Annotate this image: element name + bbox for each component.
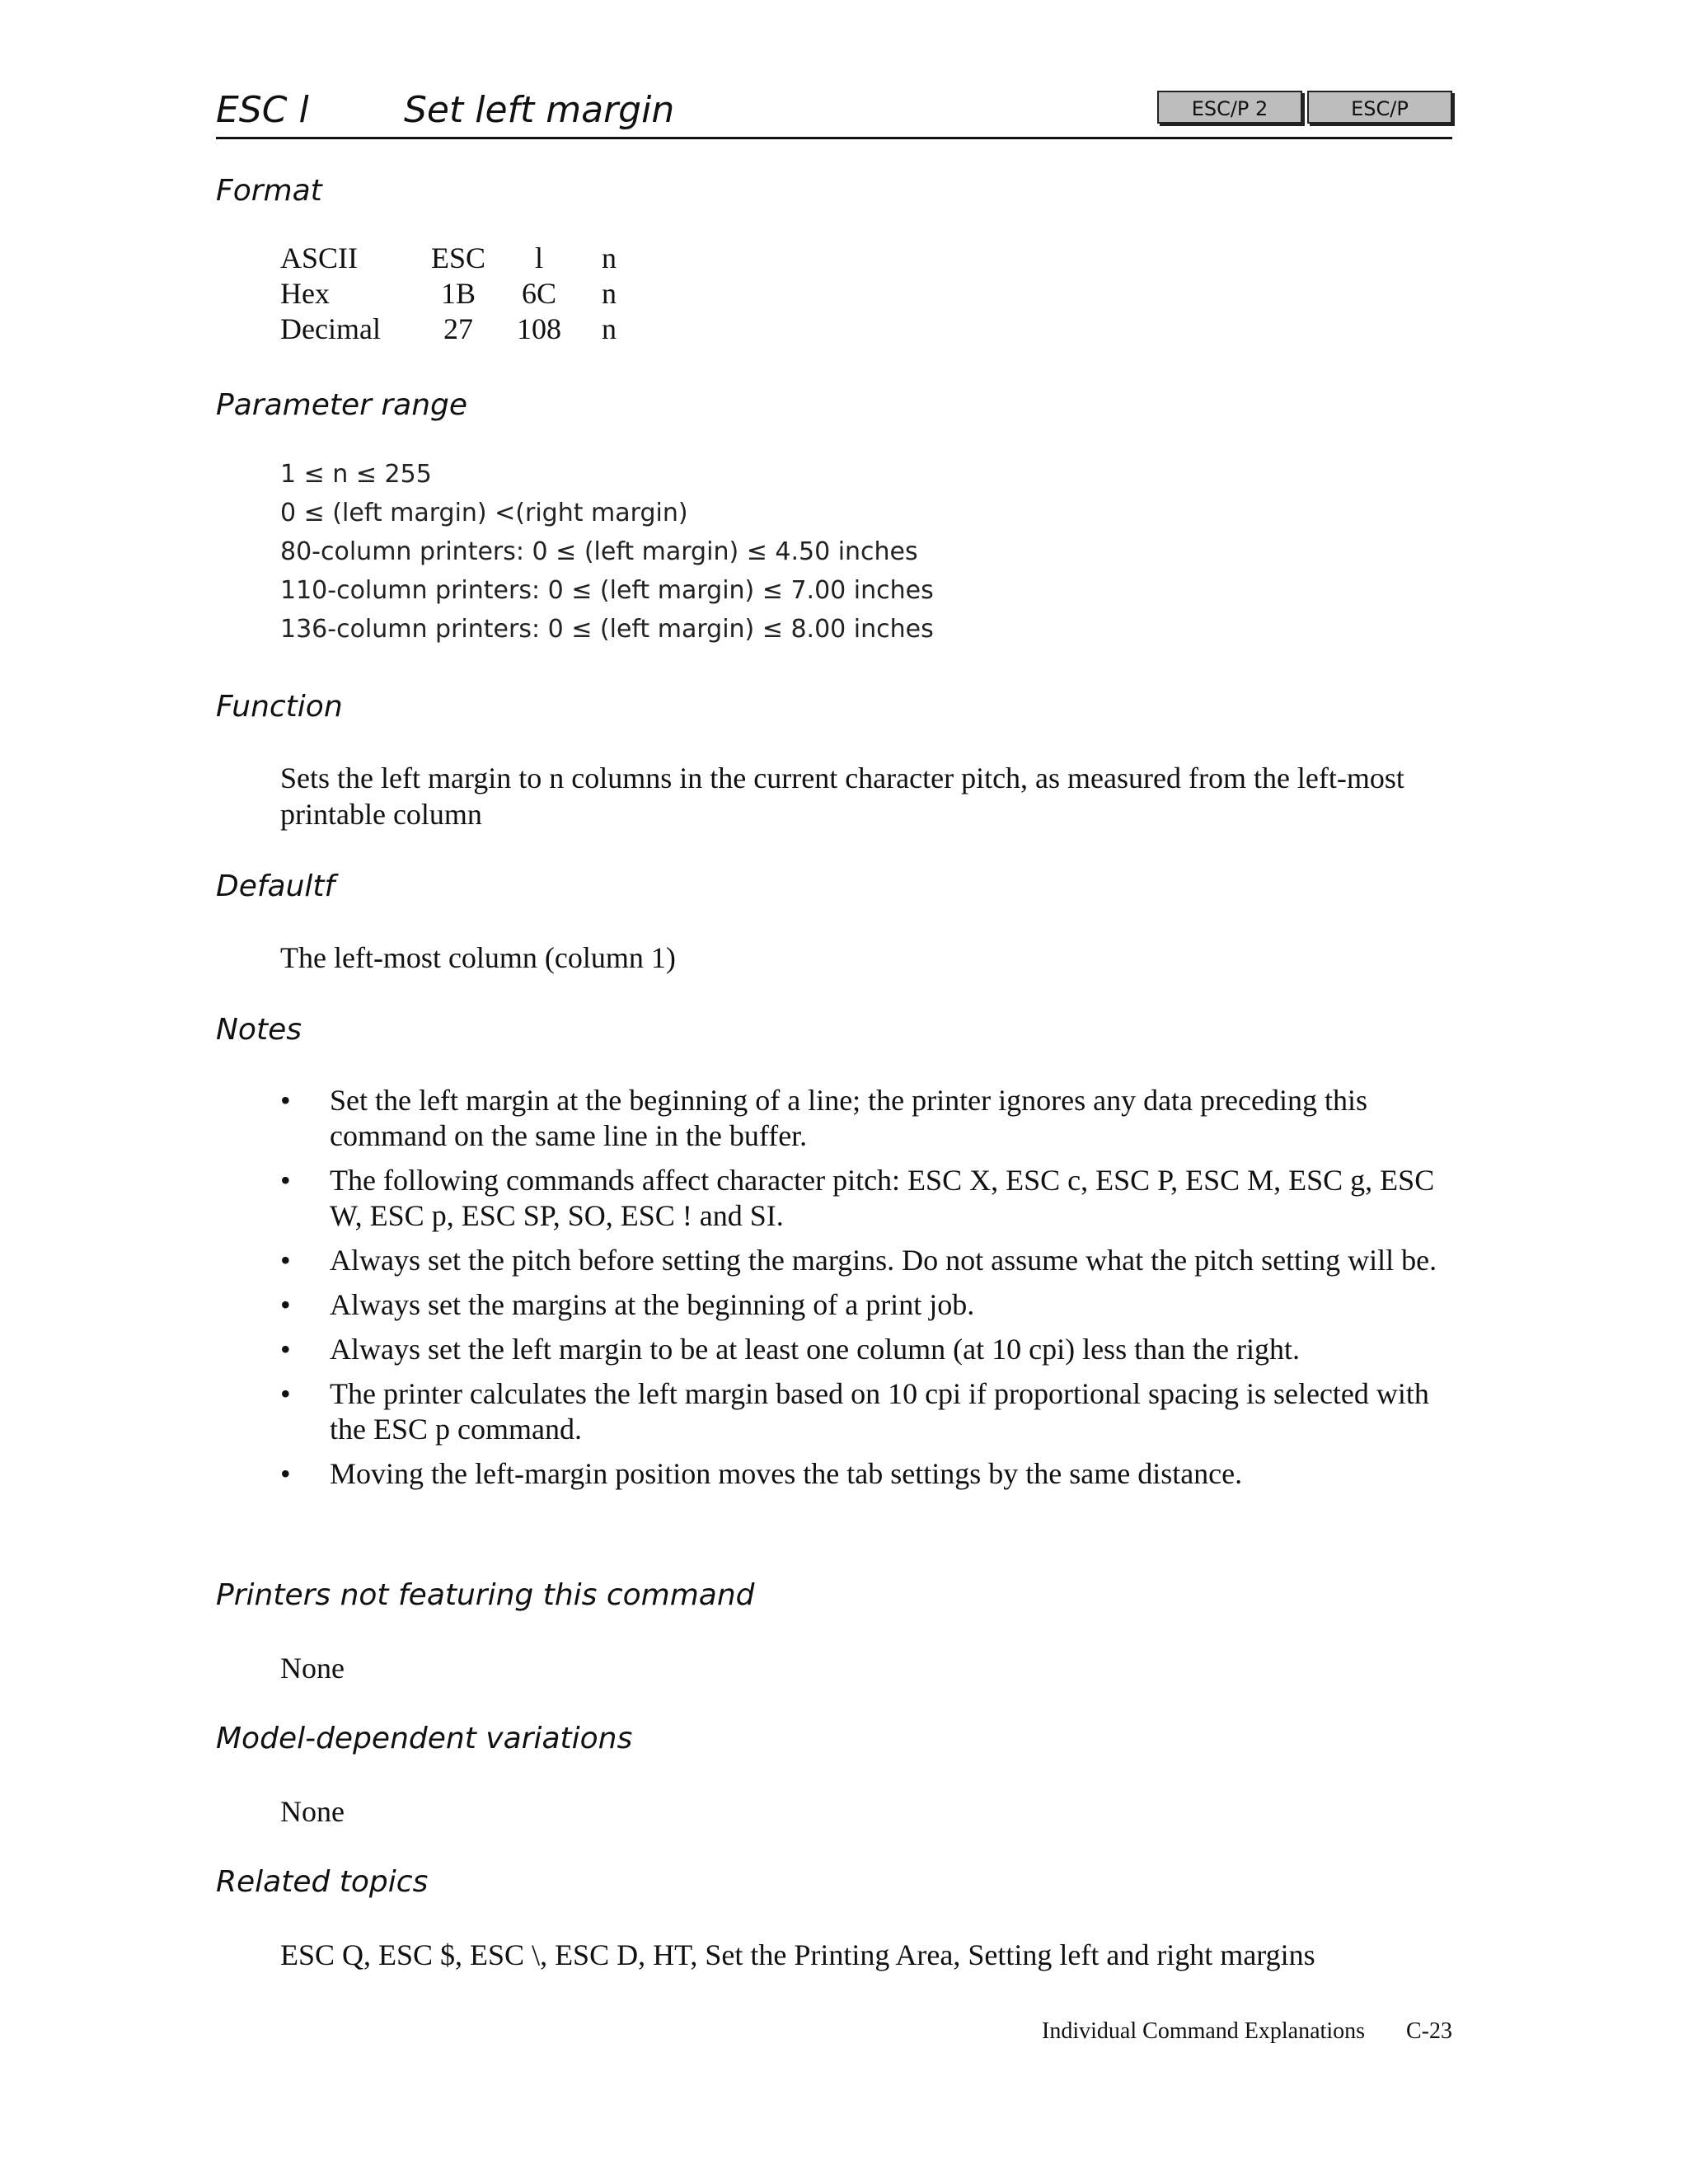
list-item xyxy=(280,1456,1451,1492)
default-text: The left-most column (column 1) xyxy=(280,941,676,974)
note-text: Always set the margins at the beginning of a print job. xyxy=(330,1288,975,1321)
note-text: Set the left margin at the beginning of a line; the printer ignores any data preceding this command on the same line in the buffer. xyxy=(330,1084,1367,1152)
model-variations-text: None xyxy=(280,1795,345,1828)
bullet: • xyxy=(280,1164,291,1197)
related-topics-heading: Related topics xyxy=(216,1865,429,1899)
parameter-line: 80-column printers: 0 ≤ (left margin) ≤ 4.50 inches xyxy=(280,537,918,566)
parameter-line: 136-column printers: 0 ≤ (left margin) ≤ 8.00 inches xyxy=(280,615,934,644)
parameter-line: 110-column printers: 0 ≤ (left margin) ≤ 7.00 inches xyxy=(280,576,934,605)
parameter-range-list xyxy=(280,455,934,649)
format-row-decimal xyxy=(280,312,638,347)
note-text: The following commands affect character pitch: ESC X, ESC c, ESC P, ESC M, ESC g, ESC W, ESC p, ESC SP, SO, ESC ! and SI. xyxy=(330,1164,1435,1232)
page-header xyxy=(216,81,1452,139)
function-heading: Function xyxy=(216,690,343,724)
note-text: The printer calculates the left margin based on 10 cpi if proportional spacing is selected with the ESC p command. xyxy=(330,1377,1429,1446)
list-item xyxy=(280,1163,1451,1234)
notes-heading: Notes xyxy=(216,1013,302,1047)
format-cell: ESC xyxy=(430,241,486,274)
bullet: • xyxy=(280,1457,291,1490)
format-cell: Decimal xyxy=(280,312,381,345)
model-variations-heading: Model-dependent variations xyxy=(216,1722,633,1755)
command-title: Set left margin xyxy=(404,89,675,131)
related-topics-text: ESC Q, ESC $, ESC \, ESC D, HT, Set the Printing Area, Setting left and right margins xyxy=(280,1938,1315,1971)
manual-page xyxy=(216,0,1452,2184)
list-item xyxy=(280,1083,1451,1154)
format-row-ascii xyxy=(280,241,638,276)
format-cell: n xyxy=(602,241,617,274)
notes-list xyxy=(280,1083,1451,1501)
format-cell: 108 xyxy=(517,312,561,345)
format-cell: ASCII xyxy=(280,241,359,274)
list-item xyxy=(280,1332,1451,1367)
format-cell: 1B xyxy=(440,277,476,310)
format-cell: n xyxy=(602,277,617,310)
footer-section: Individual Command Explanations xyxy=(1042,2018,1365,2044)
parameter-line: 0 ≤ (left margin) <(right margin) xyxy=(280,499,688,527)
format-cell: 6C xyxy=(521,277,556,310)
format-cell: l xyxy=(534,241,543,274)
printers-not-featuring-text: None xyxy=(280,1652,345,1685)
parameter-range-heading: Parameter range xyxy=(216,388,468,422)
bullet: • xyxy=(280,1333,291,1366)
badge-escp: ESC/P xyxy=(1307,91,1452,124)
list-item xyxy=(280,1243,1451,1278)
bullet: • xyxy=(280,1288,291,1321)
list-item xyxy=(280,1376,1451,1447)
bullet: • xyxy=(280,1377,291,1410)
format-heading: Format xyxy=(216,174,322,208)
badge-escp2: ESC/P 2 xyxy=(1157,91,1302,124)
note-text: Moving the left-margin position moves the tab settings by the same distance. xyxy=(330,1457,1243,1490)
note-text: Always set the pitch before setting the margins. Do not assume what the pitch setting will be. xyxy=(330,1244,1437,1277)
format-table xyxy=(280,241,638,347)
page-footer xyxy=(1042,2018,1452,2046)
printers-not-featuring-heading: Printers not featuring this command xyxy=(216,1578,755,1612)
command-name: ESC l xyxy=(216,89,309,131)
function-text: Sets the left margin to n columns in the current character pitch, as measured from the left-most printable column xyxy=(280,762,1404,831)
bullet: • xyxy=(280,1084,291,1117)
format-cell: 27 xyxy=(443,312,473,345)
page-number: C-23 xyxy=(1406,2018,1452,2044)
list-item xyxy=(280,1287,1451,1323)
format-cell: Hex xyxy=(280,277,330,310)
format-row-hex xyxy=(280,276,638,312)
command-set-badges xyxy=(1157,91,1452,124)
parameter-line: 1 ≤ n ≤ 255 xyxy=(280,460,432,489)
note-text: Always set the left margin to be at least one column (at 10 cpi) less than the right. xyxy=(330,1333,1301,1366)
default-heading: Defaultf xyxy=(216,869,335,903)
bullet: • xyxy=(280,1244,291,1277)
format-cell: n xyxy=(602,312,617,345)
